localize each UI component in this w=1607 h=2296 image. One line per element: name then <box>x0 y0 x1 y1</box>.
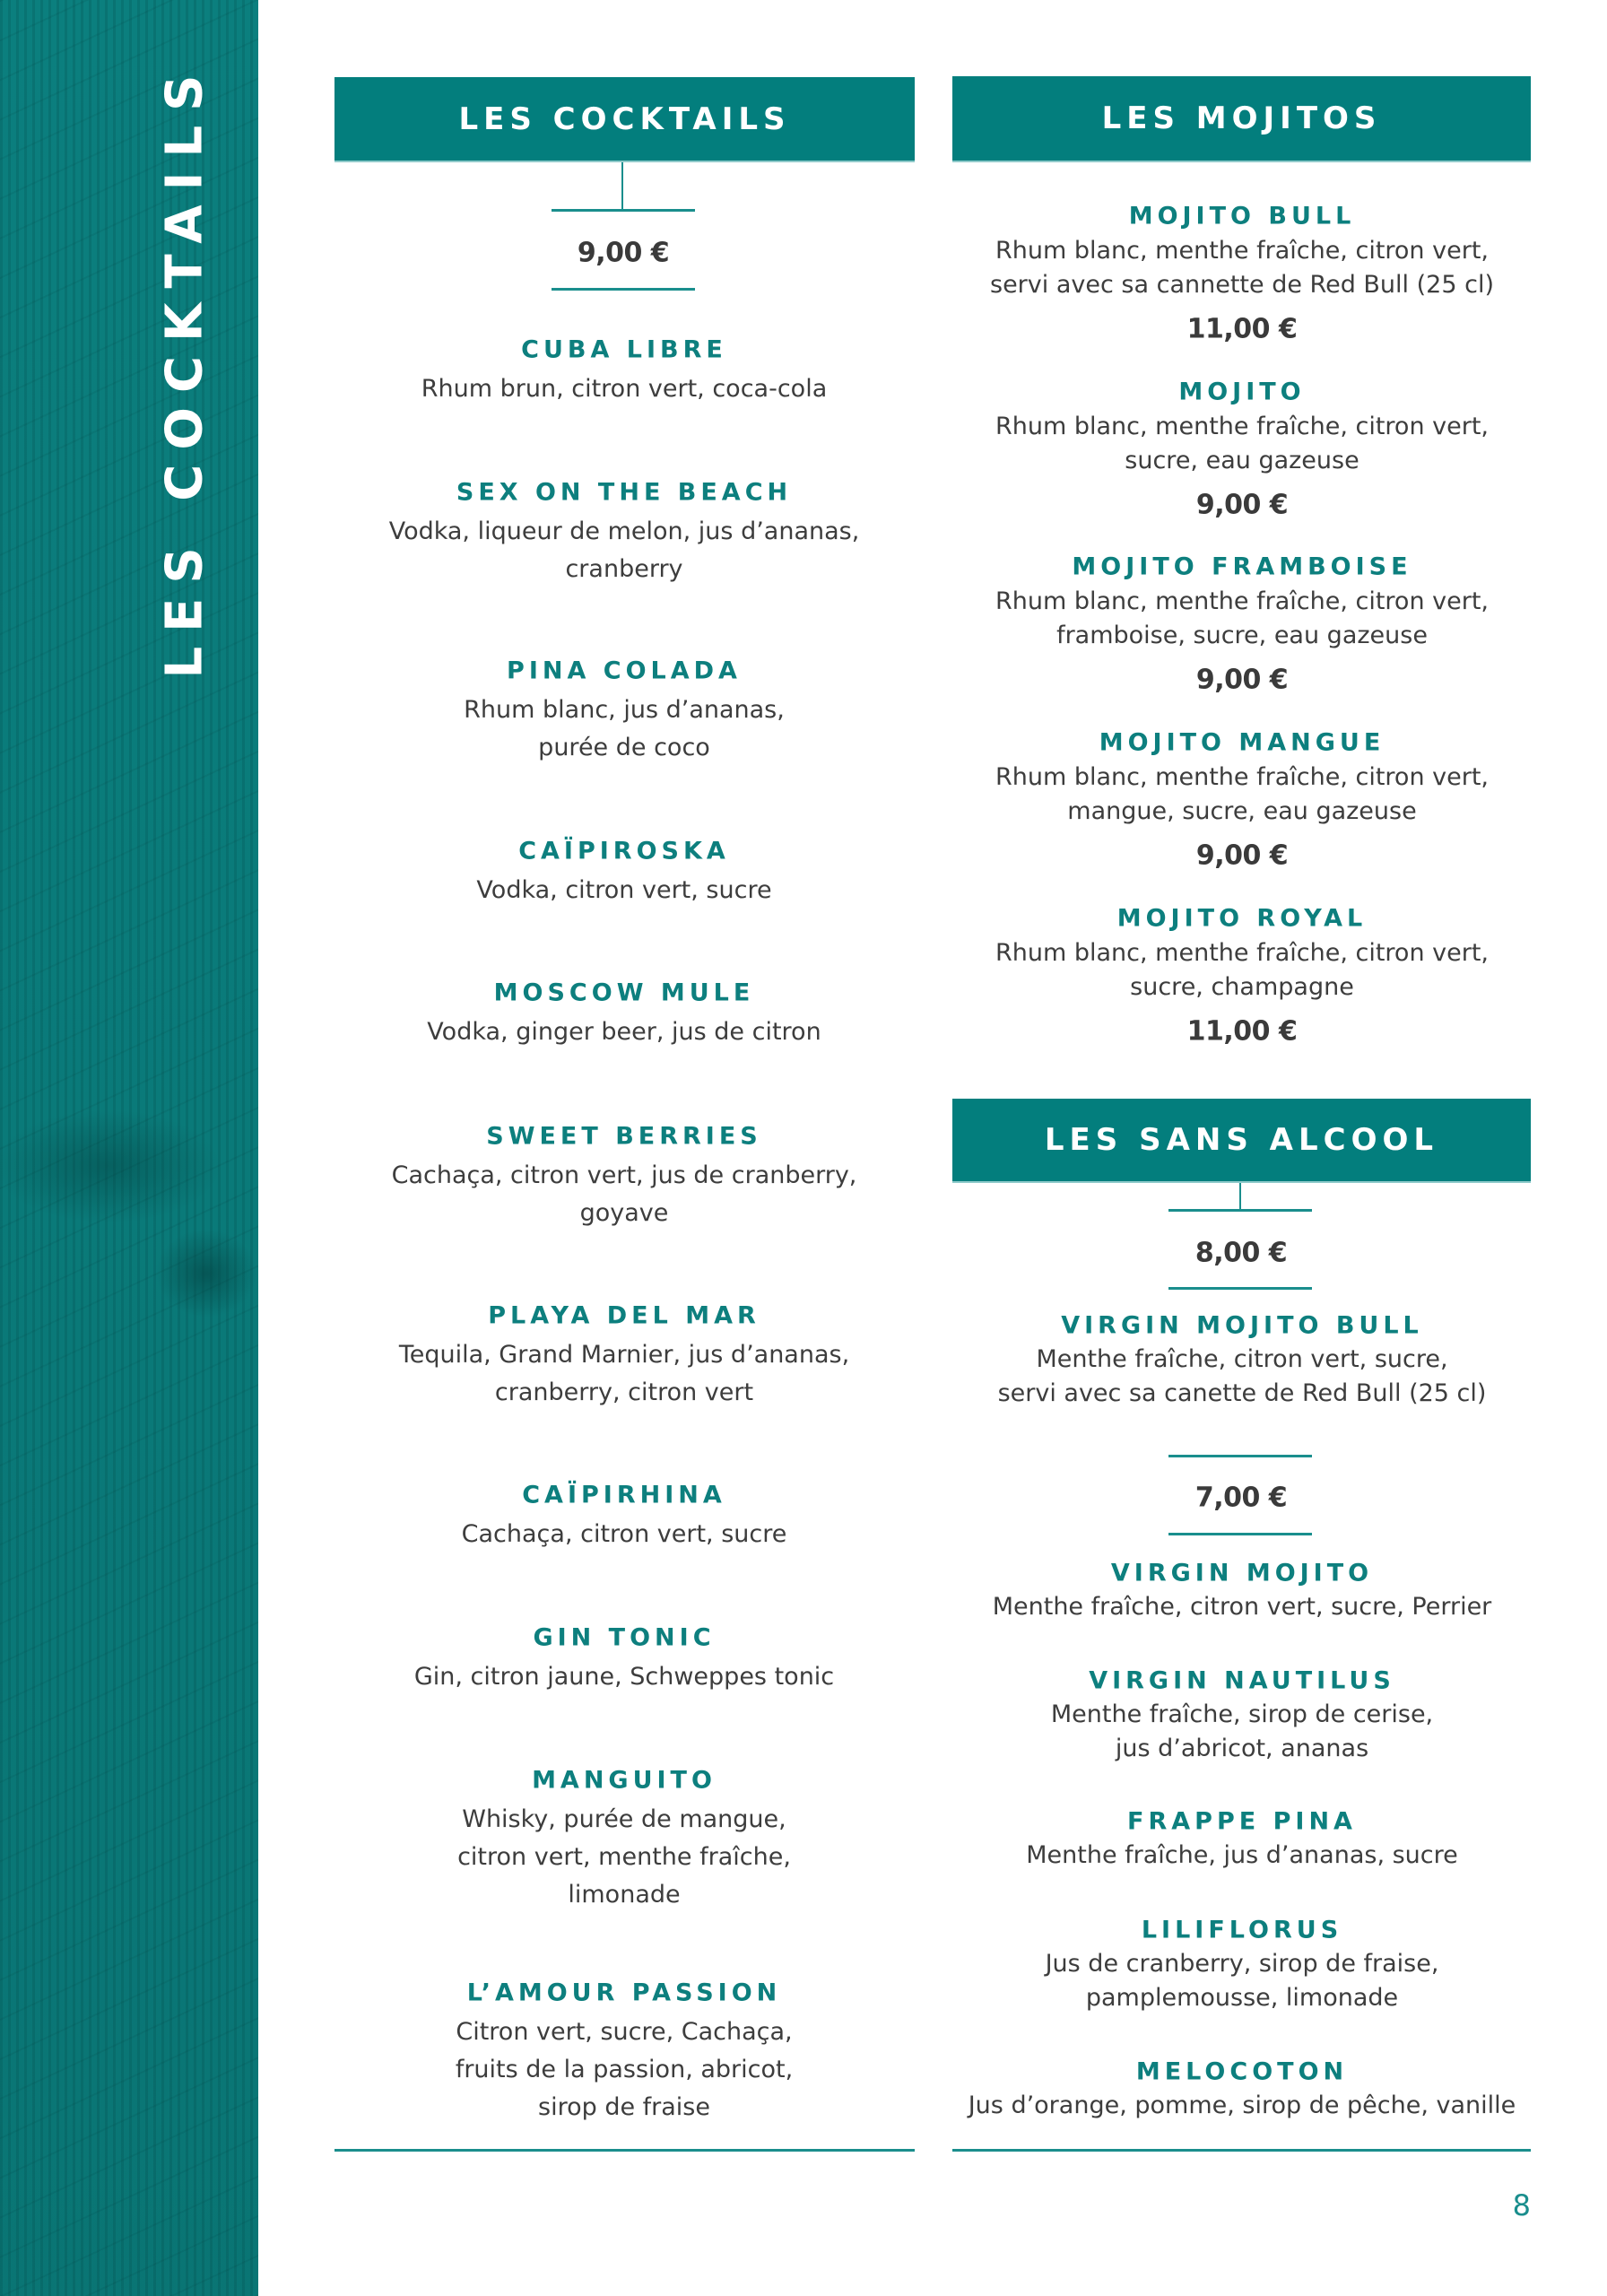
description-line: goyave <box>579 1199 669 1227</box>
section-title: LES SANS ALCOOL <box>1044 1122 1439 1158</box>
description-line: Rhum blanc, menthe fraîche, citron vert, <box>995 413 1489 440</box>
menu-item-description <box>995 585 1489 653</box>
menu-item-name: SEX ON THE BEACH <box>456 478 793 507</box>
menu-item-name: MOJITO MANGUE <box>1099 728 1385 757</box>
divider-line <box>1168 1455 1312 1457</box>
description-line: Cachaça, citron vert, sucre <box>461 1520 787 1548</box>
connector-stem <box>1239 1183 1241 1210</box>
menu-item-name: CUBA LIBRE <box>521 335 727 364</box>
menu-item-description <box>476 872 771 909</box>
menu-item-name: MANGUITO <box>532 1766 717 1795</box>
description-line: Menthe fraîche, jus d’ananas, sucre <box>1026 1841 1458 1869</box>
description-line: limonade <box>568 1881 681 1909</box>
menu-item-description <box>456 2013 793 2126</box>
group-price: 7,00 € <box>1194 1482 1288 1514</box>
menu-item-name: VIRGIN MOJITO BULL <box>1061 1311 1423 1340</box>
description-line: Citron vert, sucre, Cachaça, <box>456 2018 793 2046</box>
menu-item-description <box>998 1343 1487 1411</box>
sidebar-banner <box>0 0 258 2296</box>
menu-item-price: 9,00 € <box>1195 839 1289 872</box>
description-line: fruits de la passion, abricot, <box>455 2056 794 2083</box>
menu-item-name: VIRGIN NAUTILUS <box>1089 1666 1395 1695</box>
description-line: Whisky, purée de mangue, <box>462 1805 786 1833</box>
menu-item-price: 9,00 € <box>1195 664 1289 696</box>
section-header-cocktails <box>334 77 915 162</box>
menu-item-description <box>995 761 1489 829</box>
menu-item-description <box>995 410 1489 478</box>
menu-item-description <box>392 1157 857 1232</box>
menu-item-description <box>462 1516 787 1553</box>
menu-item-name: PLAYA DEL MAR <box>488 1301 760 1330</box>
description-line: mangue, sucre, eau gazeuse <box>1067 797 1417 825</box>
divider-line <box>1168 1209 1312 1212</box>
menu-item-description <box>457 1801 791 1914</box>
section-title: LES COCKTAILS <box>458 100 791 137</box>
divider-line <box>552 288 695 291</box>
menu-item-description <box>421 370 828 408</box>
description-line: Rhum brun, citron vert, coca-cola <box>421 375 828 403</box>
description-line: servi avec sa canette de Red Bull (25 cl) <box>997 1379 1487 1407</box>
menu-item-description <box>1051 1698 1433 1766</box>
divider-line <box>552 209 695 212</box>
description-line: jus d’abricot, ananas <box>1115 1735 1369 1762</box>
menu-item-price: 9,00 € <box>1195 489 1289 521</box>
description-line: Rhum blanc, menthe fraîche, citron vert, <box>995 939 1489 967</box>
menu-item-name: PINA COLADA <box>507 657 742 685</box>
column-bottom-rule <box>334 2149 915 2152</box>
sidebar-title: LES COCKTAILS <box>155 60 214 679</box>
menu-item-name: MOJITO FRAMBOISE <box>1072 552 1412 581</box>
menu-item-name: GIN TONIC <box>533 1623 716 1652</box>
menu-item-name: FRAPPE PINA <box>1127 1807 1357 1836</box>
column-bottom-rule <box>952 2149 1531 2152</box>
description-line: Rhum blanc, menthe fraîche, citron vert, <box>995 763 1489 791</box>
menu-item-description <box>990 234 1494 302</box>
divider-line <box>1168 1533 1312 1535</box>
connector-stem <box>621 162 623 210</box>
menu-item-description <box>1026 1839 1458 1873</box>
menu-item-description <box>969 2089 1516 2123</box>
description-line: Jus de cranberry, sirop de fraise, <box>1045 1950 1439 1978</box>
menu-item-name: MOJITO <box>1178 378 1306 406</box>
menu-item-description <box>399 1336 849 1412</box>
group-price: 9,00 € <box>577 237 670 269</box>
menu-item-description <box>414 1658 834 1696</box>
description-line: Rhum blanc, menthe fraîche, citron vert, <box>995 237 1489 265</box>
description-line: cranberry, citron vert <box>494 1378 754 1406</box>
description-line: pamplemousse, limonade <box>1085 1984 1399 2012</box>
menu-item-name: CAÏPIRHINA <box>522 1481 726 1509</box>
menu-item-name: MOJITO ROYAL <box>1116 904 1368 933</box>
description-line: Rhum blanc, jus d’ananas, <box>464 696 785 724</box>
menu-item-description <box>389 513 860 588</box>
group-price: 8,00 € <box>1194 1237 1288 1269</box>
description-line: sucre, eau gazeuse <box>1125 447 1359 474</box>
description-line: Gin, citron jaune, Schweppes tonic <box>413 1663 835 1691</box>
section-title: LES MOJITOS <box>1101 100 1382 136</box>
description-line: sucre, champagne <box>1130 973 1354 1001</box>
description-line: Vodka, liqueur de melon, jus d’ananas, <box>388 517 860 545</box>
description-line: cranberry <box>565 555 683 583</box>
description-line: Jus d’orange, pomme, sirop de pêche, vanille <box>968 2092 1516 2119</box>
menu-item-name: MOJITO BULL <box>1128 202 1356 230</box>
menu-item-description <box>995 936 1489 1004</box>
description-line: Menthe fraîche, citron vert, sucre, Perrier <box>992 1593 1492 1621</box>
description-line: purée de coco <box>538 734 710 761</box>
description-line: Vodka, ginger beer, jus de citron <box>427 1018 821 1046</box>
menu-item-description <box>1046 1947 1439 2015</box>
page-number: 8 <box>1512 2188 1531 2222</box>
section-header-sans-alcool <box>952 1099 1531 1183</box>
menu-item-name: CAÏPIROSKA <box>518 837 730 865</box>
section-header-mojitos <box>952 76 1531 162</box>
description-line: Vodka, citron vert, sucre <box>476 876 772 904</box>
menu-item-price: 11,00 € <box>1186 313 1298 345</box>
menu-item-description <box>427 1013 821 1051</box>
menu-item-description <box>464 691 785 767</box>
menu-item-name: MELOCOTON <box>1135 2057 1349 2086</box>
menu-item-description <box>993 1590 1492 1624</box>
description-line: citron vert, menthe fraîche, <box>457 1843 791 1871</box>
description-line: Cachaça, citron vert, jus de cranberry, <box>391 1161 857 1189</box>
menu-item-name: MOSCOW MULE <box>493 978 755 1007</box>
description-line: Tequila, Grand Marnier, jus d’ananas, <box>398 1341 850 1369</box>
menu-item-name: LILIFLORUS <box>1141 1916 1343 1944</box>
description-line: Rhum blanc, menthe fraîche, citron vert, <box>995 587 1489 615</box>
description-line: framboise, sucre, eau gazeuse <box>1056 622 1428 649</box>
divider-line <box>1168 1287 1312 1290</box>
menu-item-name: L’AMOUR PASSION <box>466 1979 782 2007</box>
description-line: sirop de fraise <box>538 2093 710 2121</box>
menu-item-price: 11,00 € <box>1186 1015 1298 1048</box>
description-line: Menthe fraîche, sirop de cerise, <box>1050 1700 1434 1728</box>
menu-item-name: VIRGIN MOJITO <box>1110 1559 1374 1587</box>
menu-item-name: SWEET BERRIES <box>486 1122 762 1151</box>
description-line: servi avec sa cannette de Red Bull (25 cl) <box>990 271 1494 299</box>
description-line: Menthe fraîche, citron vert, sucre, <box>1036 1345 1448 1373</box>
